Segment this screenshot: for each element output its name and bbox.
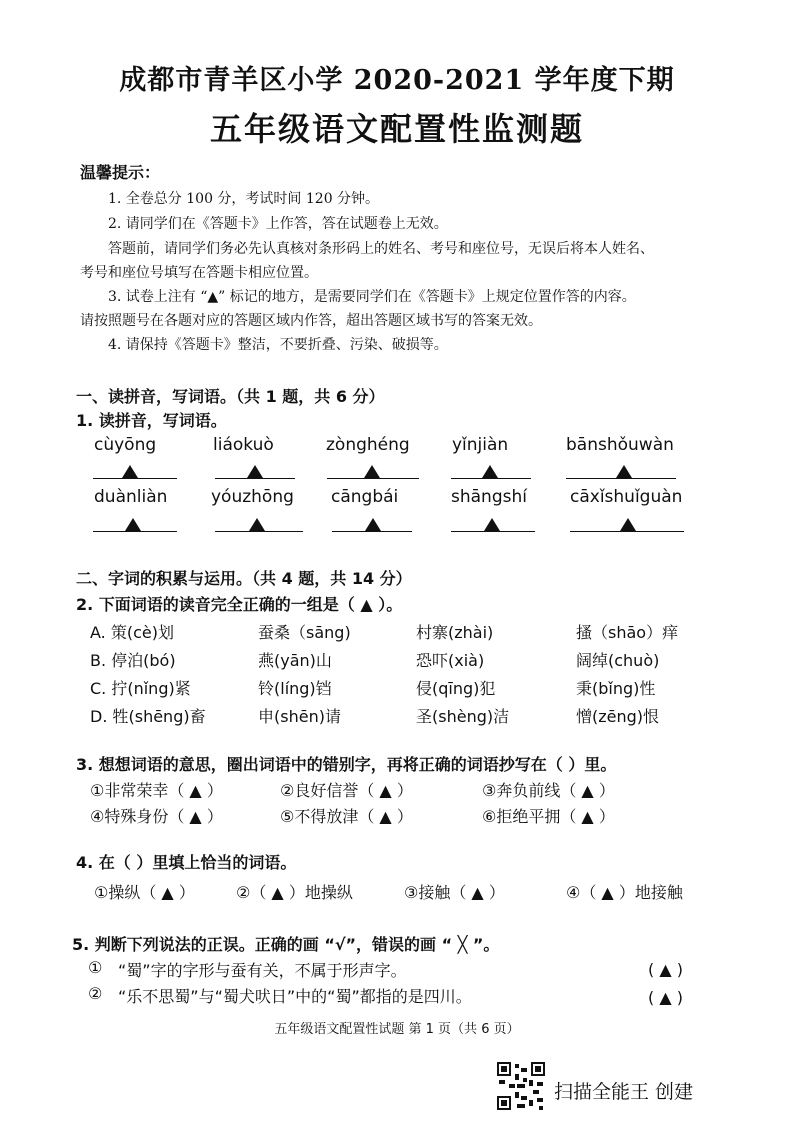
option-cell: ④特殊身份（ ▲ ） xyxy=(90,807,223,826)
option-cell: 阔绰(chuò) xyxy=(576,651,660,670)
tip-line: 1. 全卷总分 100 分，考试时间 120 分钟。 xyxy=(108,191,380,207)
option-cell: ①非常荣幸（ ▲ ） xyxy=(90,781,223,800)
answer-marker-icon xyxy=(482,465,498,478)
question-1: 1. 读拼音，写词语。 xyxy=(76,411,227,430)
answer-marker-icon xyxy=(484,518,500,531)
section-2-heading: 二、字词的积累与运用。（共 4 题，共 14 分） xyxy=(76,569,412,588)
tip-line: 4. 请保持《答题卡》整洁，不要折叠、污染、破损等。 xyxy=(108,337,448,353)
pinyin-item: cāngbái xyxy=(331,487,399,507)
option-cell: 圣(shèng)洁 xyxy=(416,707,510,726)
answer-blank[interactable] xyxy=(93,478,177,479)
answer-marker-icon xyxy=(125,518,141,531)
tip-line: 答题前，请同学们务必先认真核对条形码上的姓名、考号和座位号，无误后将本人姓名、 xyxy=(108,241,654,257)
option-cell: D. 牲(shēng)畜 xyxy=(90,707,206,726)
option-cell: ⑥拒绝平拥（ ▲ ） xyxy=(482,807,615,826)
qr-code-icon xyxy=(497,1062,545,1110)
answer-blank[interactable] xyxy=(215,478,295,479)
option-cell: 村寨(zhài) xyxy=(416,623,494,642)
answer-marker-icon xyxy=(616,465,632,478)
answer-blank[interactable] xyxy=(570,531,684,532)
question-2: 2. 下面词语的读音完全正确的一组是（ ▲ ）。 xyxy=(76,595,403,614)
statement-text: “乐不思蜀”与“蜀犬吠日”中的“蜀”都指的是四川。 xyxy=(118,987,472,1006)
answer-marker-icon xyxy=(364,465,380,478)
tip-line: 2. 请同学们在《答题卡》上作答，答在试题卷上无效。 xyxy=(108,216,448,232)
option-cell: 秉(bǐng)性 xyxy=(576,679,656,698)
tips-heading: 温馨提示： xyxy=(80,163,161,182)
option-cell: 燕(yān)山 xyxy=(258,651,332,670)
item-number: ② xyxy=(88,984,103,1003)
option-cell: ②良好信誉（ ▲ ） xyxy=(280,781,413,800)
answer-mark[interactable]: ( ▲ ) xyxy=(648,960,683,979)
option-cell: 蚕桑（sāng) xyxy=(258,623,351,642)
answer-blank[interactable] xyxy=(332,531,412,532)
option-cell: ①操纵（ ▲ ） xyxy=(94,883,195,902)
question-4: 4. 在（ ）里填上恰当的词语。 xyxy=(76,853,297,872)
pinyin-item: bānshǒuwàn xyxy=(566,435,674,455)
option-cell: A. 策(cè)划 xyxy=(90,623,174,642)
exam-title: 成都市青羊区小学 2020-2021 学年度下期 xyxy=(119,65,675,96)
pinyin-item: cùyōng xyxy=(94,435,157,455)
answer-marker-icon xyxy=(365,518,381,531)
answer-blank[interactable] xyxy=(566,478,676,479)
answer-marker-icon xyxy=(249,518,265,531)
answer-blank[interactable] xyxy=(451,531,535,532)
pinyin-item: yóuzhōng xyxy=(211,487,294,507)
answer-mark[interactable]: ( ▲ ) xyxy=(648,988,683,1007)
question-5: 5. 判断下列说法的正误。正确的画 “√”，错误的画 “ ╳ ”。 xyxy=(72,935,500,954)
tip-line: 请按照题号在各题对应的答题区域内作答，超出答题区域书写的答案无效。 xyxy=(80,313,542,329)
statement-text: “蜀”字的字形与蚕有关，不属于形声字。 xyxy=(118,961,407,980)
option-cell: 恐吓(xià) xyxy=(416,651,485,670)
option-cell: ④（ ▲ ）地接触 xyxy=(566,883,683,902)
option-cell: B. 停泊(bó) xyxy=(90,651,176,670)
option-cell: 申(shēn)请 xyxy=(258,707,341,726)
exam-subtitle: 五年级语文配置性监测题 xyxy=(209,110,584,148)
answer-blank[interactable] xyxy=(93,531,177,532)
option-cell: 搔（shāo）痒 xyxy=(576,623,679,642)
answer-marker-icon xyxy=(122,465,138,478)
page-footer: 五年级语文配置性试题 第 1 页（共 6 页） xyxy=(274,1022,520,1037)
option-cell: 憎(zēng)恨 xyxy=(576,707,660,726)
pinyin-item: zònghéng xyxy=(326,435,410,455)
option-cell: ③奔负前线（ ▲ ） xyxy=(482,781,615,800)
option-cell: C. 拧(nǐng)紧 xyxy=(90,679,191,698)
option-cell: ②（ ▲ ）地操纵 xyxy=(236,883,353,902)
pinyin-item: duànliàn xyxy=(94,487,168,507)
option-cell: ⑤不得放津（ ▲ ） xyxy=(280,807,413,826)
option-cell: ③接触（ ▲ ） xyxy=(404,883,505,902)
section-1-heading: 一、读拼音，写词语。（共 1 题，共 6 分） xyxy=(76,387,385,406)
answer-blank[interactable] xyxy=(215,531,303,532)
tip-line: 考号和座位号填写在答题卡相应位置。 xyxy=(80,265,318,281)
question-3: 3. 想想词语的意思，圈出词语中的错别字，再将正确的词语抄写在（ ）里。 xyxy=(76,755,617,774)
answer-marker-icon xyxy=(620,518,636,531)
option-cell: 铃(líng)铛 xyxy=(258,679,332,698)
answer-marker-icon xyxy=(247,465,263,478)
item-number: ① xyxy=(88,958,103,977)
scanner-watermark: 扫描全能王 创建 xyxy=(554,1081,694,1103)
pinyin-item: shāngshí xyxy=(451,487,527,507)
answer-blank[interactable] xyxy=(451,478,531,479)
answer-blank[interactable] xyxy=(327,478,419,479)
pinyin-item: liáokuò xyxy=(213,435,274,455)
pinyin-item: yǐnjiàn xyxy=(452,435,509,455)
option-cell: 侵(qīng)犯 xyxy=(416,679,496,698)
tip-line: 3. 试卷上注有 “▲” 标记的地方，是需要同学们在《答题卡》上规定位置作答的内容。 xyxy=(108,289,636,305)
pinyin-item: cāxǐshuǐguàn xyxy=(570,487,683,507)
